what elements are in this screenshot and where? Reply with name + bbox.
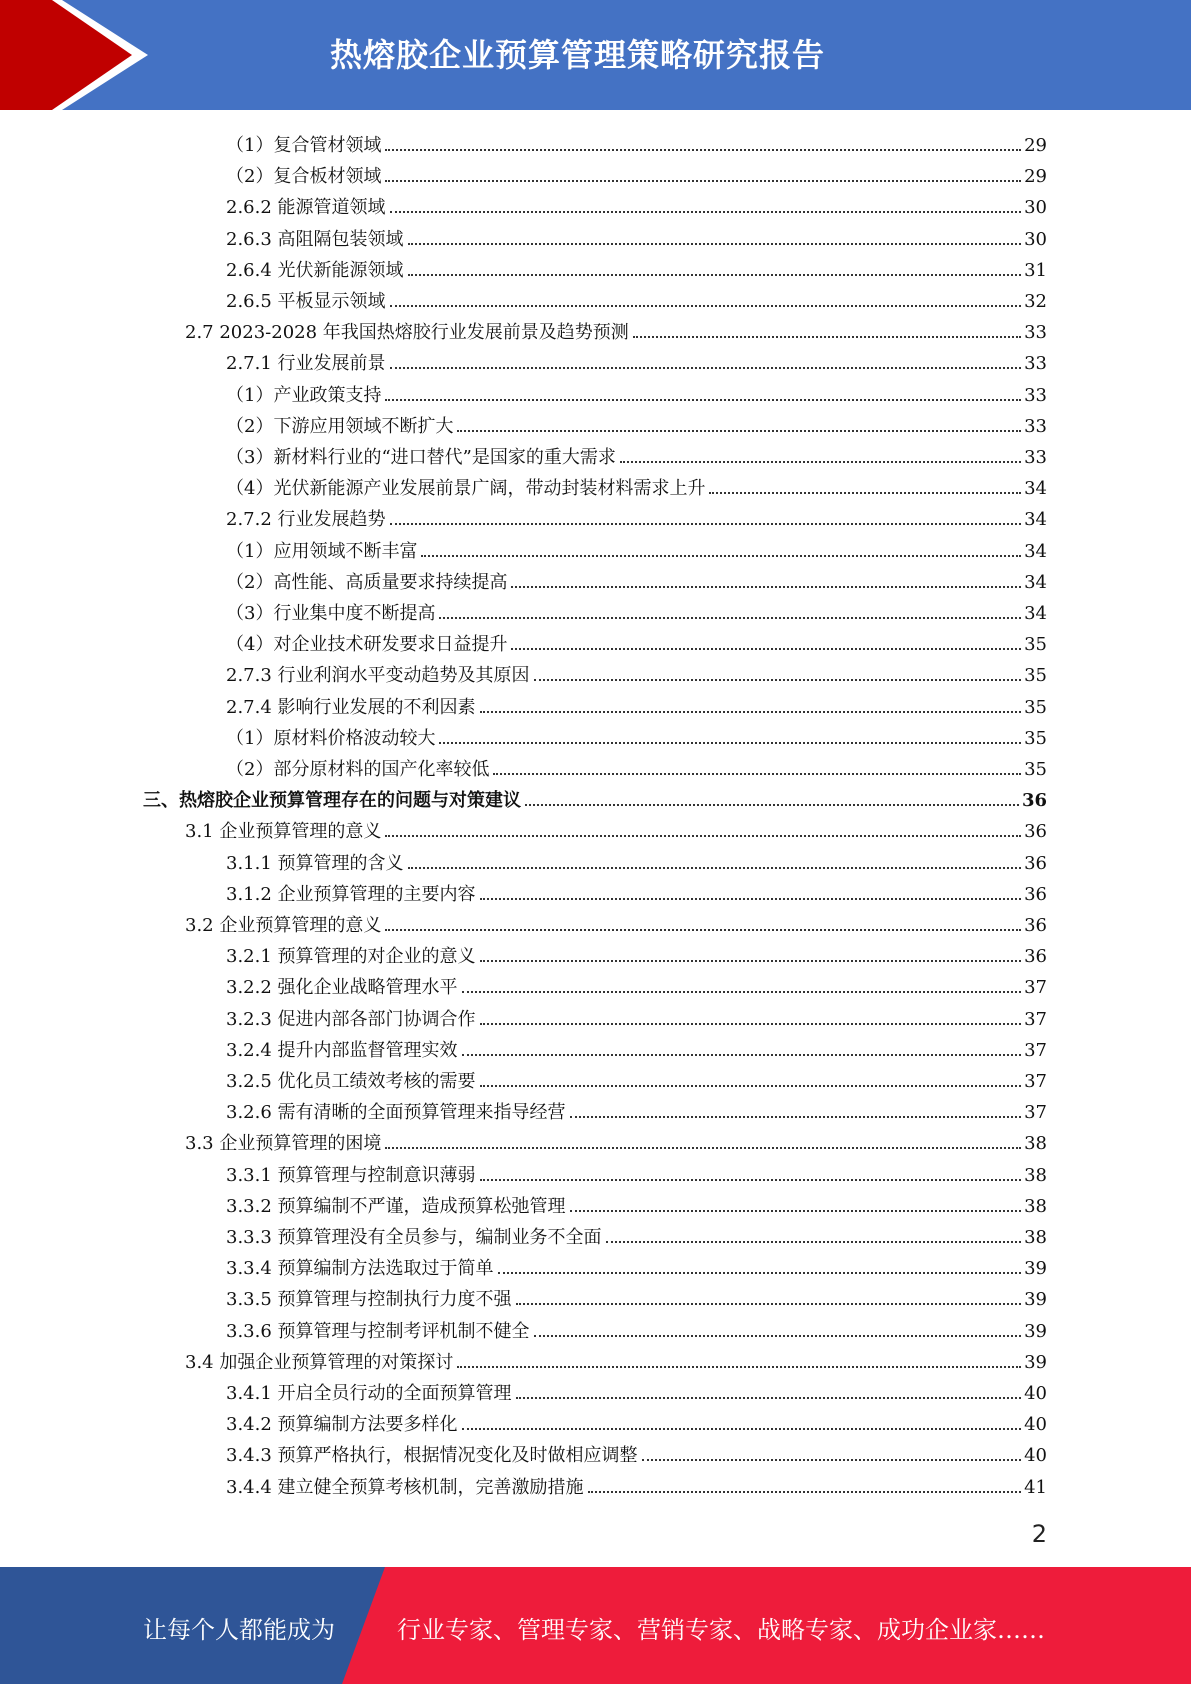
toc-entry[interactable] [226, 1436, 1047, 1467]
toc-entry[interactable] [226, 1249, 1047, 1280]
toc-entry[interactable] [226, 188, 1047, 219]
toc-dot-leader [439, 617, 1021, 619]
toc-entry[interactable] [226, 157, 1047, 188]
toc-dot-leader [511, 648, 1021, 650]
toc-dot-leader [462, 1054, 1022, 1056]
toc-dot-leader [385, 399, 1021, 401]
toc-dot-leader [408, 243, 1022, 245]
toc-entry[interactable] [226, 220, 1047, 251]
toc-entry[interactable] [226, 1000, 1047, 1031]
toc-entry[interactable] [185, 906, 1047, 937]
toc-entry[interactable] [226, 532, 1047, 563]
toc-entry-label: 3.2.1 预算管理的对企业的意义 [226, 946, 476, 968]
toc-entry-label: 3.3.2 预算编制不严谨，造成预算松弛管理 [226, 1195, 566, 1217]
toc-dot-leader [534, 1335, 1022, 1337]
toc-entry-page: 39 [1024, 1258, 1047, 1280]
toc-entry[interactable] [226, 1031, 1047, 1062]
toc-entry[interactable] [226, 1218, 1047, 1249]
toc-entry-label: 3.2.5 优化员工绩效考核的需要 [226, 1071, 476, 1092]
toc-dot-leader [408, 274, 1022, 276]
toc-entry[interactable] [226, 438, 1047, 469]
toc-entry-label: 3.1.1 预算管理的含义 [226, 852, 404, 874]
toc-dot-leader [408, 867, 1022, 869]
toc-entry-label: 三、热熔胶企业预算管理存在的问题与对策建议 [143, 790, 521, 812]
toc-entry[interactable] [226, 656, 1047, 687]
toc-dot-leader [480, 711, 1022, 713]
toc-entry-label: 3.3.1 预算管理与控制意识薄弱 [226, 1164, 476, 1186]
toc-dot-leader [570, 1210, 1022, 1212]
toc-entry-page: 29 [1024, 166, 1047, 188]
toc-dot-leader [390, 305, 1022, 307]
toc-entry[interactable] [226, 1187, 1047, 1218]
toc-entry-label: 3.4.3 预算严格执行，根据情况变化及时做相应调整 [226, 1445, 638, 1467]
toc-entry-label: （3）行业集中度不断提高 [226, 603, 436, 624]
toc-entry-page: 32 [1024, 291, 1047, 312]
toc-entry[interactable] [226, 126, 1047, 157]
toc-dot-leader [709, 492, 1021, 494]
toc-entry-page: 36 [1024, 852, 1047, 874]
toc-entry-label: （1）产业政策支持 [226, 384, 382, 406]
toc-dot-leader [462, 1428, 1022, 1430]
toc-entry-label: 2.6.5 平板显示领域 [226, 291, 386, 312]
toc-dot-leader [390, 367, 1022, 369]
toc-dot-leader [633, 336, 1021, 338]
toc-entry-label: （1）原材料价格波动较大 [226, 727, 436, 749]
toc-entry-label: 3.4.4 建立健全预算考核机制，完善激励措施 [226, 1476, 584, 1498]
toc-dot-leader [642, 1459, 1022, 1461]
toc-entry[interactable] [226, 251, 1047, 282]
toc-entry-label: 3.4.2 预算编制方法要多样化 [226, 1414, 458, 1436]
toc-entry-label: （2）部分原材料的国产化率较低 [226, 759, 490, 780]
toc-entry[interactable] [226, 282, 1047, 313]
toc-entry-label: （3）新材料行业的“进口替代”是国家的重大需求 [226, 447, 616, 468]
toc-dot-leader [516, 1303, 1022, 1305]
toc-dot-leader [480, 1179, 1022, 1181]
toc-entry[interactable] [226, 719, 1047, 750]
toc-entry-page: 34 [1024, 603, 1047, 624]
toc-dot-leader [480, 1085, 1022, 1087]
toc-entry-page: 35 [1024, 665, 1047, 687]
toc-dot-leader [385, 929, 1021, 931]
toc-entry[interactable] [143, 781, 1047, 812]
toc-entry-label: 3.2 企业预算管理的意义 [185, 915, 382, 936]
toc-entry[interactable] [226, 875, 1047, 906]
toc-entry-page: 30 [1024, 197, 1047, 219]
toc-entry[interactable] [226, 1156, 1047, 1187]
toc-entry[interactable] [226, 376, 1047, 407]
toc-entry-page: 40 [1024, 1445, 1047, 1467]
toc-entry[interactable] [226, 407, 1047, 438]
toc-entry-label: （2）高性能、高质量要求持续提高 [226, 571, 508, 593]
toc-entry-label: 2.7.1 行业发展前景 [226, 353, 386, 375]
toc-entry[interactable] [226, 469, 1047, 500]
toc-entry-page: 39 [1024, 1320, 1047, 1342]
toc-entry-page: 29 [1024, 135, 1047, 156]
toc-entry-page: 36 [1024, 946, 1047, 968]
toc-entry-page: 33 [1024, 415, 1047, 437]
toc-entry-page: 30 [1024, 228, 1047, 250]
page-number: 2 [1031, 1520, 1047, 1548]
toc-dot-leader [385, 1147, 1021, 1149]
toc-entry-label: （1）复合管材领域 [226, 135, 382, 156]
toc-entry-page: 35 [1024, 727, 1047, 749]
toc-entry-label: 2.6.3 高阻隔包装领域 [226, 228, 404, 250]
toc-dot-leader [385, 835, 1021, 837]
toc-entry-label: 2.7.4 影响行业发展的不利因素 [226, 696, 476, 718]
toc-dot-leader [534, 679, 1022, 681]
header-banner [0, 0, 1191, 110]
toc-entry-page: 33 [1024, 322, 1047, 344]
toc-entry-label: （1）应用领域不断丰富 [226, 540, 418, 562]
toc-entry[interactable] [226, 1062, 1047, 1093]
toc-dot-leader [606, 1241, 1022, 1243]
toc-dot-leader [511, 586, 1021, 588]
toc-entry-page: 34 [1024, 571, 1047, 593]
toc-dot-leader [480, 1023, 1022, 1025]
toc-entry[interactable] [226, 594, 1047, 625]
toc-entry-page: 37 [1024, 1102, 1047, 1124]
toc-entry-page: 35 [1024, 696, 1047, 718]
toc-entry-page: 40 [1024, 1414, 1047, 1436]
toc-entry-label: 3.1.2 企业预算管理的主要内容 [226, 883, 476, 905]
toc-dot-leader [588, 1491, 1022, 1493]
toc-dot-leader [421, 555, 1021, 557]
toc-entry[interactable] [226, 1374, 1047, 1405]
toc-entry-page: 34 [1024, 509, 1047, 531]
toc-entry-page: 33 [1024, 353, 1047, 375]
toc-entry-page: 38 [1024, 1195, 1047, 1217]
footer-slogan-right: 行业专家、管理专家、营销专家、战略专家、成功企业家…… [397, 1616, 1045, 1644]
toc-dot-leader [498, 1272, 1022, 1274]
toc-entry-page: 38 [1024, 1227, 1047, 1248]
toc-entry[interactable] [226, 1405, 1047, 1436]
toc-dot-leader [480, 960, 1022, 962]
toc-dot-leader [439, 742, 1021, 744]
toc-entry-label: （2）复合板材领域 [226, 166, 382, 188]
toc-entry-label: 3.2.2 强化企业战略管理水平 [226, 977, 458, 999]
toc-entry-label: （2）下游应用领域不断扩大 [226, 415, 454, 437]
toc-entry-page: 36 [1021, 790, 1047, 812]
toc-entry-label: （4）对企业技术研发要求日益提升 [226, 634, 508, 656]
toc-entry-page: 37 [1024, 1008, 1047, 1030]
toc-entry[interactable] [226, 563, 1047, 594]
toc-entry-page: 36 [1024, 883, 1047, 905]
toc-entry-page: 37 [1024, 1039, 1047, 1061]
toc-entry-page: 39 [1024, 1289, 1047, 1311]
toc-dot-leader [516, 1397, 1022, 1399]
toc-dot-leader [390, 523, 1022, 525]
toc-entry-page: 34 [1024, 540, 1047, 562]
toc-entry-page: 36 [1024, 915, 1047, 936]
toc-dot-leader [462, 991, 1022, 993]
toc-entry-page: 31 [1024, 259, 1047, 281]
toc-entry-label: 2.7.3 行业利润水平变动趋势及其原因 [226, 665, 530, 687]
toc-entry[interactable] [226, 1280, 1047, 1311]
toc-entry[interactable] [226, 937, 1047, 968]
toc-entry-label: （4）光伏新能源产业发展前景广阔，带动封装材料需求上升 [226, 478, 706, 500]
toc-entry-page: 37 [1024, 977, 1047, 999]
toc-entry[interactable] [226, 1468, 1047, 1499]
toc-entry-label: 3.3 企业预算管理的困境 [185, 1133, 382, 1155]
footer-slogan-left: 让每个人都能成为 [143, 1616, 335, 1644]
toc-dot-leader [385, 180, 1021, 182]
toc-entry-label: 3.1 企业预算管理的意义 [185, 821, 382, 843]
toc-entry-label: 2.7 2023-2028 年我国热熔胶行业发展前景及趋势预测 [185, 322, 629, 344]
toc-entry[interactable] [226, 688, 1047, 719]
toc-entry-label: 3.4.1 开启全员行动的全面预算管理 [226, 1383, 512, 1404]
toc-entry-page: 33 [1024, 447, 1047, 468]
toc-dot-leader [493, 773, 1021, 775]
toc-entry[interactable] [226, 500, 1047, 531]
toc-entry[interactable] [226, 625, 1047, 656]
toc-dot-leader [390, 211, 1022, 213]
footer-banner [0, 1567, 1191, 1684]
toc-entry-label: 3.3.4 预算编制方法选取过于简单 [226, 1258, 494, 1280]
toc-entry-page: 39 [1024, 1351, 1047, 1373]
report-title: 热熔胶企业预算管理策略研究报告 [330, 36, 826, 74]
chevron-arrow-icon [0, 0, 160, 110]
toc-entry-label: 3.2.4 提升内部监督管理实效 [226, 1039, 458, 1061]
toc-dot-leader [620, 461, 1021, 463]
toc-entry-page: 35 [1024, 759, 1047, 780]
toc-dot-leader [570, 1116, 1022, 1118]
toc-dot-leader [385, 149, 1021, 151]
toc-entry[interactable] [185, 1124, 1047, 1155]
toc-entry[interactable] [226, 344, 1047, 375]
toc-entry-label: 2.6.2 能源管道领域 [226, 197, 386, 219]
toc-entry[interactable] [226, 750, 1047, 781]
toc-entry[interactable] [226, 968, 1047, 999]
toc-entry[interactable] [185, 1343, 1047, 1374]
toc-entry-label: 3.2.3 促进内部各部门协调合作 [226, 1008, 476, 1030]
toc-entry-label: 3.4 加强企业预算管理的对策探讨 [185, 1351, 454, 1373]
toc-entry-page: 38 [1024, 1133, 1047, 1155]
toc-entry[interactable] [226, 1093, 1047, 1124]
toc-entry-label: 3.3.6 预算管理与控制考评机制不健全 [226, 1320, 530, 1342]
toc-dot-leader [457, 430, 1021, 432]
toc-entry-label: 3.3.5 预算管理与控制执行力度不强 [226, 1289, 512, 1311]
toc-dot-leader [525, 804, 1019, 806]
toc-entry-page: 40 [1024, 1383, 1047, 1404]
toc-entry[interactable] [226, 1312, 1047, 1343]
toc-entry[interactable] [185, 313, 1047, 344]
toc-entry[interactable] [185, 812, 1047, 843]
toc-entry-label: 3.2.6 需有清晰的全面预算管理来指导经营 [226, 1102, 566, 1124]
toc-entry-page: 41 [1024, 1476, 1047, 1498]
toc-entry-label: 2.7.2 行业发展趋势 [226, 509, 386, 531]
toc-entry-label: 2.6.4 光伏新能源领域 [226, 259, 404, 281]
toc-entry-page: 34 [1024, 478, 1047, 500]
toc-dot-leader [457, 1366, 1021, 1368]
toc-entry-page: 36 [1024, 821, 1047, 843]
toc-entry-page: 35 [1024, 634, 1047, 656]
toc-entry-page: 37 [1024, 1071, 1047, 1092]
toc-entry[interactable] [226, 844, 1047, 875]
toc-dot-leader [480, 898, 1022, 900]
toc-entry-label: 3.3.3 预算管理没有全员参与，编制业务不全面 [226, 1227, 602, 1248]
toc-entry-page: 33 [1024, 384, 1047, 406]
toc-entry-page: 38 [1024, 1164, 1047, 1186]
